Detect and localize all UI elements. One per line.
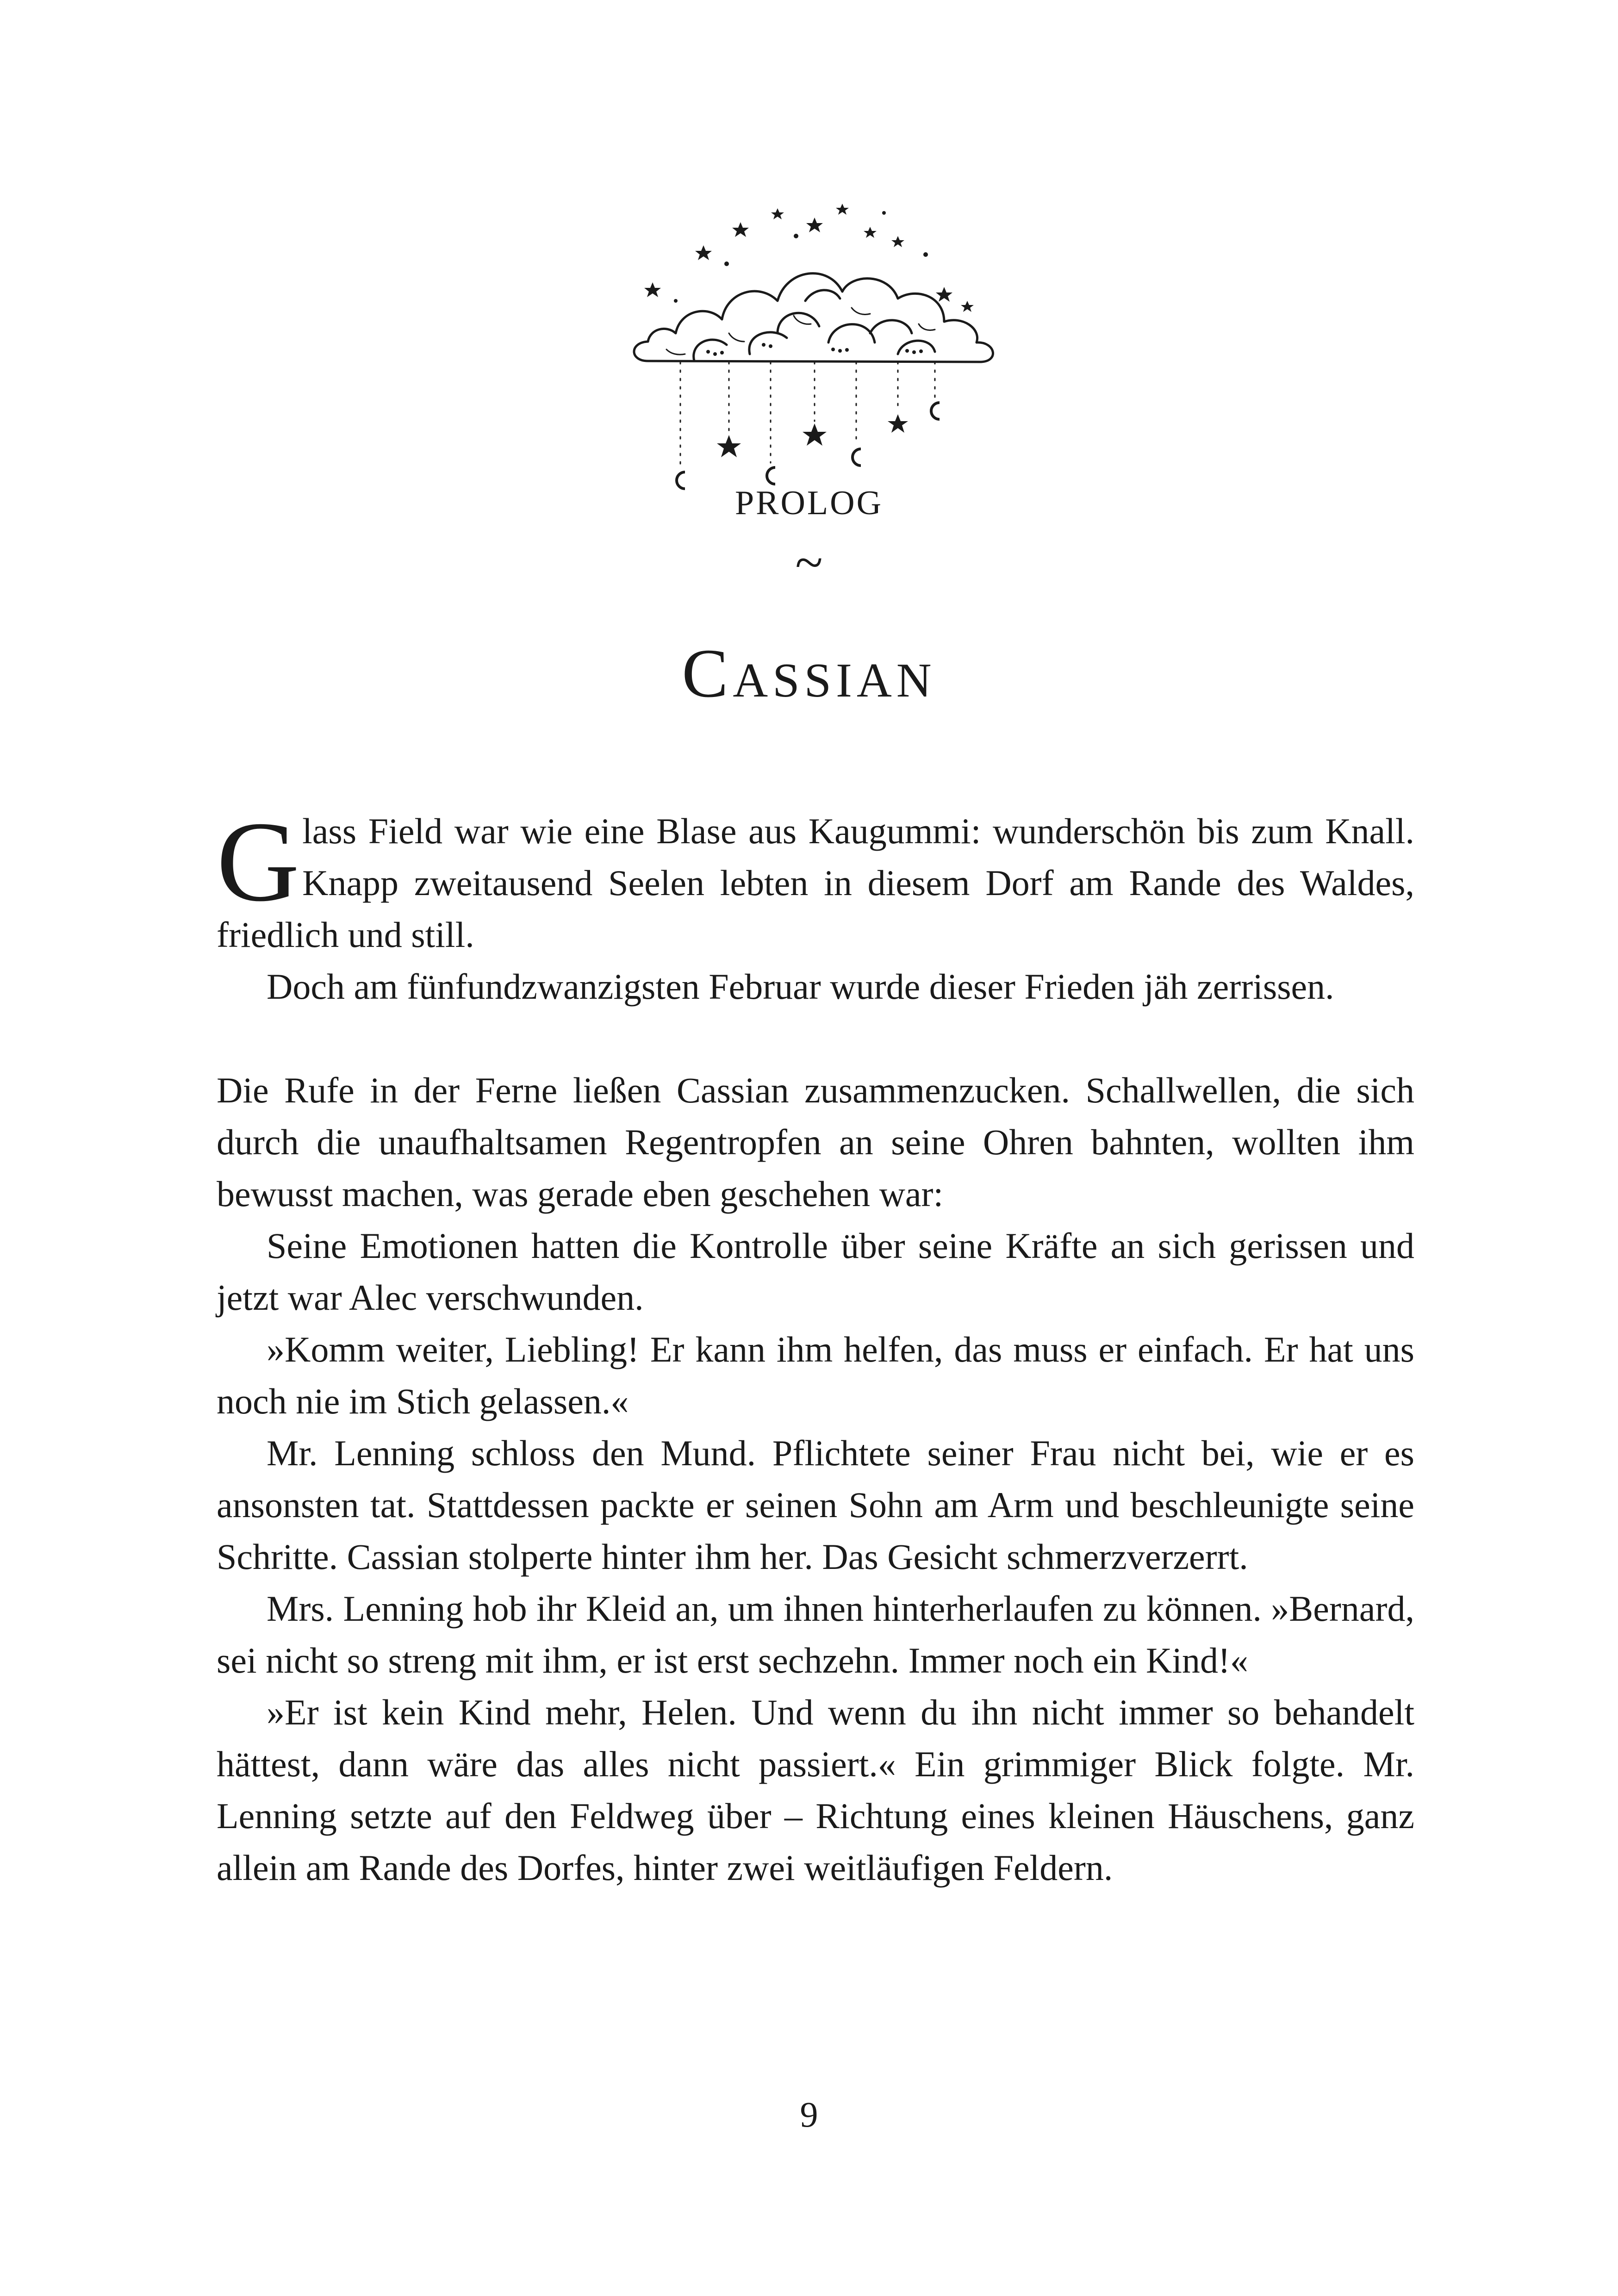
paragraph-3: Die Rufe in der Ferne ließen Cassian zusammenzucken. Schallwellen, die sich durch die unaufhaltsamen Regentropfen an seine Ohren bahnten, wollten ihm bewusst machen, was gerade eben geschehen war: [217,1070,1414,1214]
paragraph-1-text: lass Field war wie eine Blase aus Kaugummi: wunderschön bis zum Knall. Knapp zweitausend Seelen lebten in diesem Dorf am Rande des Waldes, friedlich und still. [217,811,1414,955]
chapter-label: PROLOG [734,484,884,522]
paragraph-8: »Er ist kein Kind mehr, Helen. Und wenn du ihn nicht immer so behandelt hättest, dann wäre das alles nicht passiert.« Ein grimmiger Blick folgte. Mr. Lenning setzte auf den Feldweg über – Richtung eines kleinen Häuschens, ganz allein am Rande des Dorfes, hinter zwei weitläufigen Feldern. [217,1692,1414,1888]
chapter-separator: ~ [795,534,823,591]
cloud-stars-moons-icon [611,194,1018,509]
paragraph-5: »Komm weiter, Liebling! Er kann ihm helfen, das muss er einfach. Er hat uns noch nie im Stich gelassen.« [217,1329,1414,1421]
pov-character-title: Cassian [682,635,936,712]
paragraph-6: Mr. Lenning schloss den Mund. Pflichtete seiner Frau nicht bei, wie er es ansonsten tat. Stattdessen packte er seinen Sohn am Arm und beschleunigte seine Schritte. Cassian stolperte hinter ihm her. Das Gesicht schmerzverzerrt. [217,1433,1414,1577]
drop-cap: G [217,798,300,925]
section-break [217,1013,1414,1064]
chapter-body [217,798,1414,1894]
paragraph-7: Mrs. Lenning hob ihr Kleid an, um ihnen hinterherlaufen zu können. »Bernard, sei nicht so streng mit ihm, er ist erst sechzehn. Immer noch ein Kind!« [217,1588,1414,1680]
paragraph-2: Doch am fünfundzwanzigsten Februar wurde dieser Frieden jäh zerrissen. [267,966,1334,1007]
paragraph-1 [217,798,1414,961]
paragraph-4: Seine Emotionen hatten die Kontrolle über seine Kräfte an sich gerissen und jetzt war Alec verschwunden. [217,1226,1414,1318]
page-number: 9 [800,2094,818,2134]
